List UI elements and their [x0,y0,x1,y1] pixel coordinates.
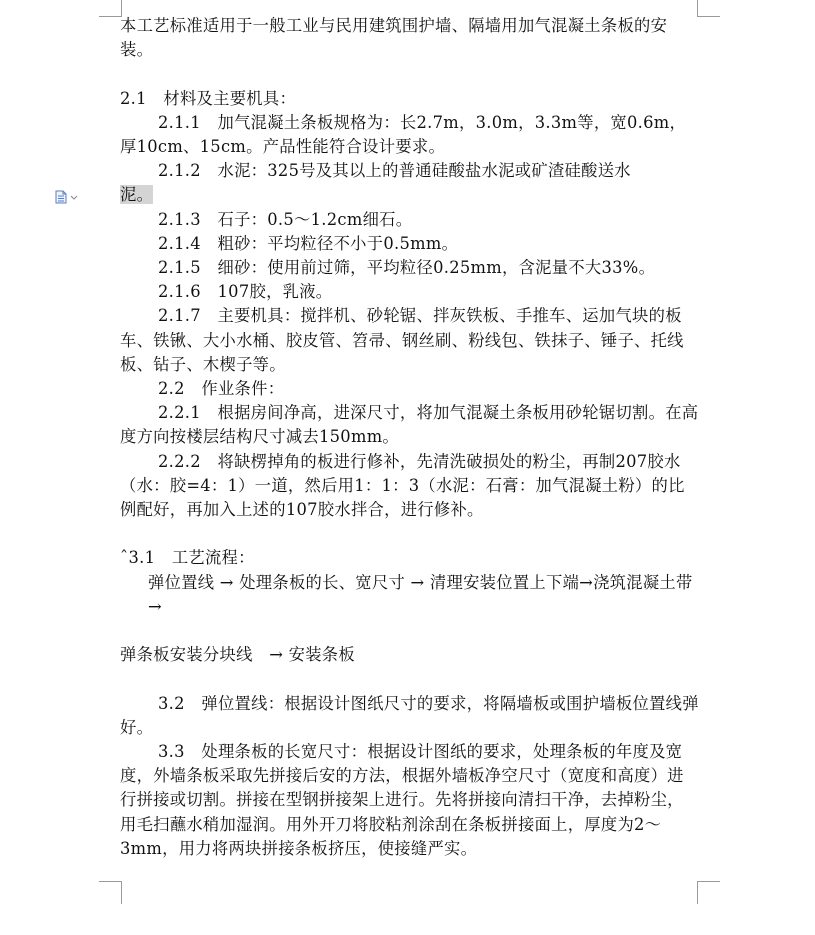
section-heading-2-2: 2.2 作业条件： [158,379,285,399]
document-paragraph-icon[interactable] [55,190,81,204]
paragraph-2-1-3: 2.1.3 石子：0.5～1.2cm细石。 [158,209,413,229]
paragraph-2-2-1: 2.2.1 根据房间净高，进深尺寸，将加气混凝土条板用砂轮锯切割。在高度方向按楼层结构尺寸减去150mm。 [120,403,699,447]
paragraph-2-1-1: 2.1.1 加气混凝土条板规格为：长2.7m，3.0m，3.3m等，宽0.6m，厚10cm、15cm。产品性能符合设计要求。 [120,112,687,156]
intro-paragraph: 本工艺标准适用于一般工业与民用建筑围护墙、隔墙用加气混凝土条板的安装。 [120,16,668,60]
paragraph-2-1-2-cont [120,183,700,207]
highlighted-text: 泥。 [120,185,154,205]
paragraph-2-1-7: 2.1.7 主要机具：搅拌机、砂轮锯、拌灰铁板、手推车、运加气块的板车、铁锹、大小水桶、胶皮管、笤帚、钢丝刷、粉线包、铁抹子、锤子、托线板、钻子、木楔子等。 [120,306,684,374]
paragraph-2-1-2-text: 2.1.2 水泥：325号及其以上的普通硅酸盐水泥或矿渣硅酸送水 [158,161,631,181]
paragraph-3-2: 3.2 弹位置线：根据设计图纸尺寸的要求，将隔墙板或围护墙板位置线弹好。 [120,693,699,737]
document-body[interactable] [120,14,700,861]
process-flow-line-1: 弹位置线 → 处理条板的长、宽尺寸 → 清理安装位置上下端→浇筑混凝土带→ [148,572,693,616]
blank-line [120,522,700,546]
paragraph-2-1-4: 2.1.4 粗砂：平均粒径不小于0.5mm。 [158,233,459,253]
page-corner-mark-bottom-left [99,881,122,904]
blank-line [120,619,700,643]
page-corner-mark-top-right [697,0,720,17]
section-heading-2-1: 2.1 材料及主要机具： [120,88,297,108]
section-heading-3-1: ˆ3.1 工艺流程： [120,548,255,568]
paragraph-3-3: 3.3 处理条板的长宽尺寸：根据设计图纸的要求，处理条板的年度及宽度，外墙条板采取先拼接后安的方法，根据外墙板净空尺寸（宽度和高度）进行拼接或切割。拼接在型钢拼接架上进行。先将拼接向清扫干净，去掉粉尘，用毛扫蘸水稍加湿润。用外开刀将胶粘剂涂刮在条板拼接面上，厚度为2～3mm，用力将两块拼接条板挤压，使接缝严实。 [120,742,684,858]
blank-line [120,667,700,691]
paragraph-2-1-6: 2.1.6 107胶，乳液。 [158,282,333,302]
page-corner-mark-top-left [99,0,122,17]
page-corner-mark-bottom-right [697,881,720,904]
blank-line [120,62,700,86]
process-flow-line-2: 弹条板安装分块线 → 安装条板 [120,645,355,665]
paragraph-2-1-5: 2.1.5 细砂：使用前过筛，平均粒径0.25mm，含泥量不大33%。 [158,258,656,278]
paragraph-2-1-2 [120,159,700,183]
paragraph-2-2-2: 2.2.2 将缺楞掉角的板进行修补，先清洗破损处的粉尘，再制207胶水（水：胶=4：1）一道，然后用1：1：3（水泥：石膏：加气混凝土粉）的比例配好，再加入上述的107胶水拌合，进行修补。 [120,451,685,520]
